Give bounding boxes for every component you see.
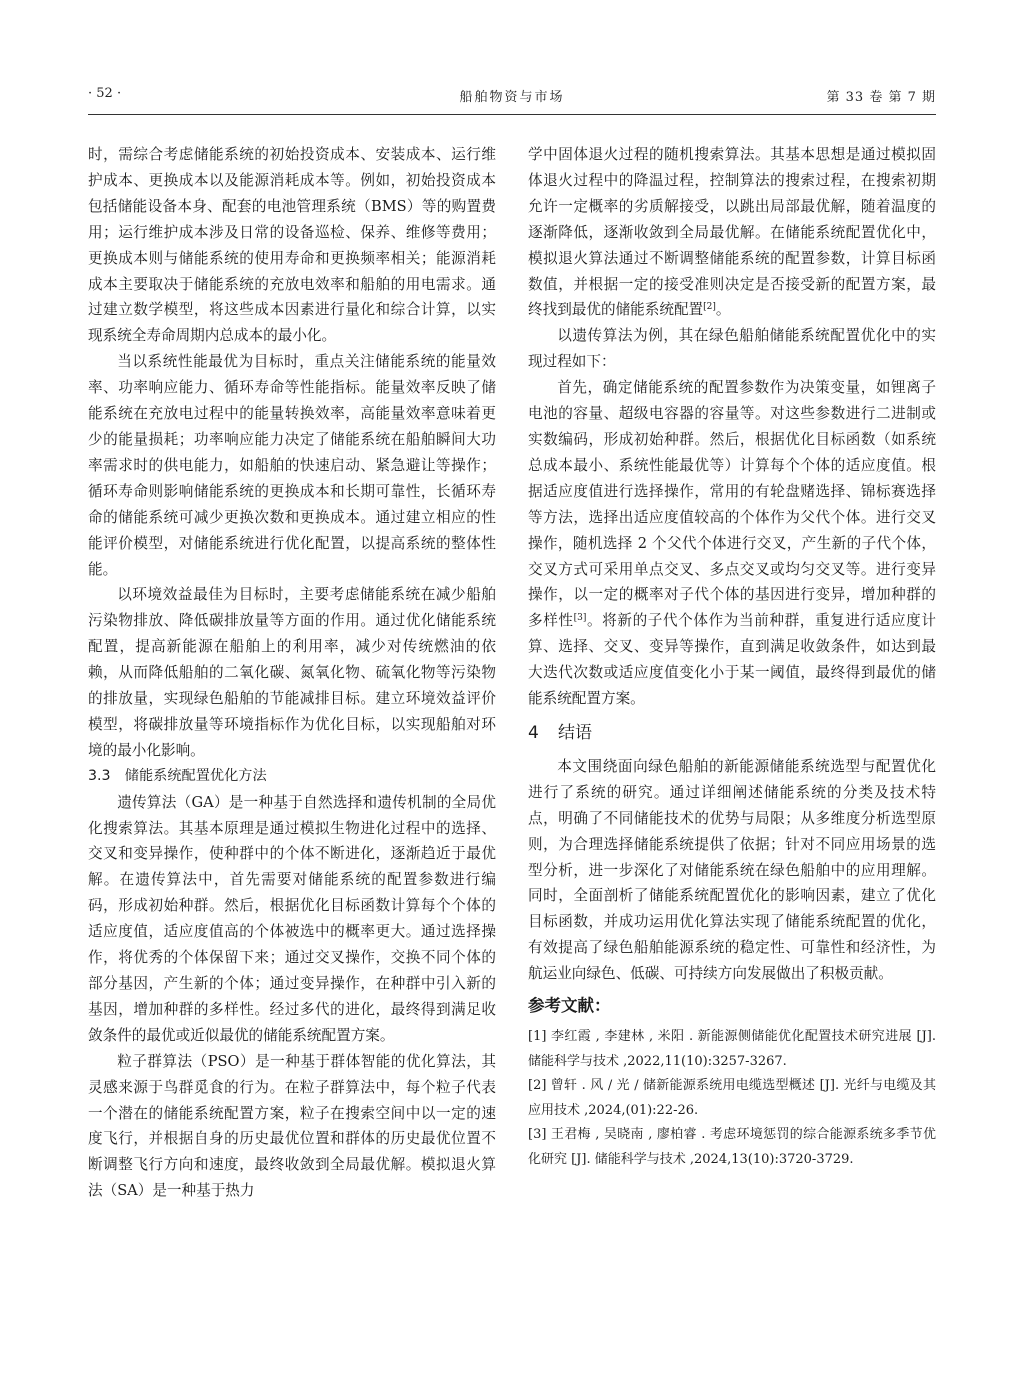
references-list <box>528 1025 936 1173</box>
reference-item: [3] 王君梅 , 吴晓南 , 廖柏睿 . 考虑环境惩罚的综合能源系统多季节优化研究 [J]. 储能科学与技术 ,2024,13(10):3720-3729. <box>528 1127 936 1168</box>
right-column <box>528 142 936 1173</box>
paragraph-simulated-annealing <box>528 142 936 323</box>
subsection-heading-3-3: 3.3 储能系统配置优化方法 <box>88 767 267 784</box>
section-heading-conclusion <box>528 720 936 746</box>
paragraph-performance: 当以系统性能最优为目标时，重点关注储能系统的能量效率、功率响应能力、循环寿命等性能指标。能量效率反映了储能系统在充放电过程中的能量转换效率，高能量效率意味着更少的能量损耗；功率响应能力决定了储能系统在船舶瞬间大功率需求时的供电能力，如船舶的快速启动、紧急避让等操作；循环寿命则影响储能系统的更换成本和长期可靠性，长循环寿命的储能系统可减少更换次数和更换成本。通过建立相应的性能评价模型，对储能系统进行优化配置，以提高系统的整体性能。 <box>88 353 496 578</box>
header-rule <box>88 114 936 115</box>
paragraph-environment: 以环境效益最佳为目标时，主要考虑储能系统在减少船舶污染物排放、降低碳排放量等方面的作用。通过优化储能系统配置，提高新能源在船舶上的利用率，减少对传统燃油的依赖，从而降低船舶的二氧化碳、氮氧化物、硫氧化物等污染物的排放量，实现绿色船舶的节能减排目标。建立环境效益评价模型，将碳排放量等环境指标作为优化目标，以实现船舶对环境的最小化影响。 <box>88 586 496 759</box>
running-header <box>88 86 936 108</box>
references-heading: 参考文献： <box>528 996 611 1016</box>
citation-3: [3] <box>573 613 587 624</box>
page-number: · 52 · <box>88 86 122 101</box>
left-column <box>88 142 496 1204</box>
paragraph-genetic-algorithm: 遗传算法（GA）是一种基于自然选择和遗传机制的全局优化搜索算法。其基本原理是通过模拟生物进化过程中的选择、交叉和变异操作，使种群中的个体不断进化，逐渐趋近于最优解。在遗传算法中，首先需要对储能系统的配置参数进行编码，形成初始种群。然后，根据优化目标函数计算每个个体的适应度值，适应度值高的个体被选中的概率更大。通过选择操作，将优秀的个体保留下来；通过交叉操作，交换不同个体的部分基因，产生新的个体；通过变异操作，在种群中引入新的基因，增加种群的多样性。经过多代的进化，最终得到满足收敛条件的最优或近似最优的储能系统配置方案。 <box>88 793 496 1044</box>
sa-text: 学中固体退火过程的随机搜索算法。其基本思想是通过模拟固体退火过程中的降温过程，控制算法的搜索过程，在搜索初期允许一定概率的劣质解接受，以跳出局部最优解，随着温度的逐渐降低，逐渐收敛到全局最优解。在储能系统配置优化中，模拟退火算法通过不断调整储能系统的配置参数，计算目标函数值，并根据一定的接受准则决定是否接受新的配置方案，最终找到最优的储能系统配置 <box>528 146 936 319</box>
section-number: 4 <box>528 722 539 743</box>
paragraph-cost-continued: 时，需综合考虑储能系统的初始投资成本、安装成本、运行维护成本、更换成本以及能源消耗成本等。例如，初始投资成本包括储能设备本身、配套的电池管理系统（BMS）等的购置费用；运行维护成本涉及日常的设备巡检、保养、维修等费用；更换成本则与储能系统的使用寿命和更换频率相关；能源消耗成本主要取决于储能系统的充放电效率和船舶的用电需求。通过建立数学模型，将这些成本因素进行量化和综合计算，以实现系统全寿命周期内总成本的最小化。 <box>88 146 496 345</box>
issue-info: 第 33 卷 第 7 期 <box>826 90 936 105</box>
reference-item: [2] 曾轩 . 风 / 光 / 储新能源系统用电缆选型概述 [J]. 光纤与电缆及其应用技术 ,2024,(01):22-26. <box>528 1078 936 1118</box>
citation-2: [2] <box>703 302 716 313</box>
paragraph-conclusion: 本文围绕面向绿色船舶的新能源储能系统选型与配置优化进行了系统的研究。通过详细阐述储能系统的分类及技术特点，明确了不同储能技术的优势与局限；从多维度分析选型原则，为合理选择储能系统提供了依据；针对不同应用场景的选型分析，进一步深化了对储能系统在绿色船舶中的应用理解。同时，全面剖析了储能系统配置优化的影响因素，建立了优化目标函数，并成功运用优化算法实现了储能系统配置的优化，有效提高了绿色船舶能源系统的稳定性、可靠性和经济性，为航运业向绿色、低碳、可持续方向发展做出了积极贡献。 <box>528 757 936 983</box>
journal-title: 船舶物资与市场 <box>459 90 565 105</box>
paragraph-ga-steps <box>528 375 936 712</box>
section-title: 结语 <box>558 722 592 743</box>
paragraph-pso: 粒子群算法（PSO）是一种基于群体智能的优化算法，其灵感来源于鸟群觅食的行为。在粒子群算法中，每个粒子代表一个潜在的储能系统配置方案，粒子在搜索空间中以一定的速度飞行，并根据自身的历史最优位置和群体的历史最优位置不断调整飞行方向和速度，最终收敛到全局最优解。模拟退火算法（SA）是一种基于热力 <box>88 1052 496 1200</box>
paragraph-ga-example-intro: 以遗传算法为例，其在绿色船舶储能系统配置优化中的实现过程如下： <box>528 327 936 371</box>
ga-steps-text: 首先，确定储能系统的配置参数作为决策变量，如锂离子电池的容量、超级电容器的容量等。对这些参数进行二进制或实数编码，形成初始种群。然后，根据优化目标函数（如系统总成本最小、系统性能最优等）计算每个个体的适应度值。根据适应度值进行选择操作，常用的有轮盘赌选择、锦标赛选择等方法，选择出适应度值较高的个体作为父代个体。进行交叉操作，随机选择 2 个父代个体进行交叉，产生新的子代个体，交叉方式可采用单点交叉、多点交叉或均匀交叉等。进行变异操作，以一定的概率对子代个体的基因进行变异，增加种群的多样性 <box>528 379 936 630</box>
ga-steps-text-end: 。将新的子代个体作为当前种群，重复进行适应度计算、选择、交叉、变异等操作，直到满足收敛条件，如达到最大迭代次数或适应度值变化小于某一阈值，最终得到最优的储能系统配置方案。 <box>528 612 936 708</box>
reference-item: [1] 李红霞 , 李建林 , 米阳 . 新能源侧储能优化配置技术研究进展 [J]. 储能科学与技术 ,2022,11(10):3257-3267. <box>528 1029 936 1069</box>
sa-text-end: 。 <box>715 301 731 319</box>
